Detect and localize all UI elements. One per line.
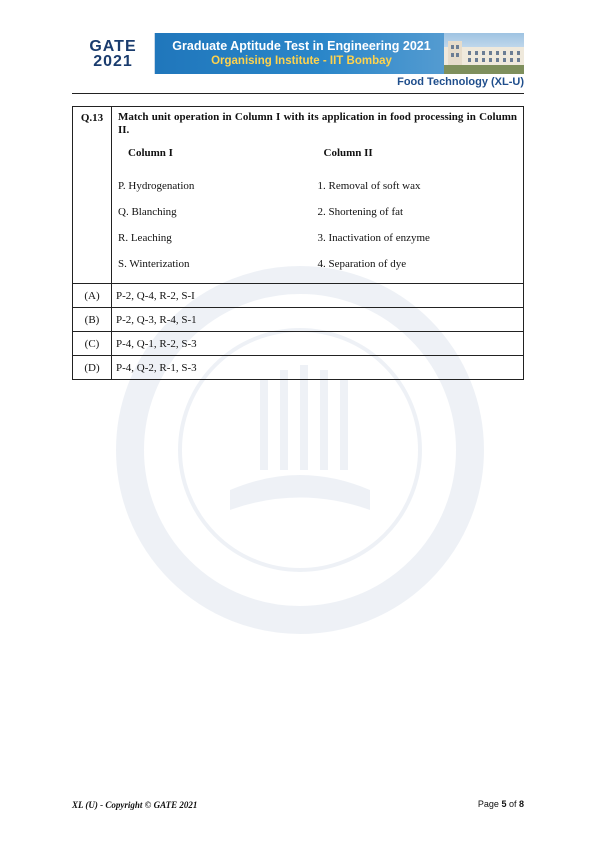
column-one-item: P. Hydrogenation	[118, 180, 195, 192]
column-two-item: 2. Shortening of fat	[317, 206, 404, 218]
option-label: (C)	[73, 332, 112, 356]
page-of: of	[506, 799, 519, 809]
option-row-a[interactable]	[73, 284, 524, 308]
column-two-item: 3. Inactivation of enzyme	[317, 232, 430, 244]
column-two-item: 1. Removal of soft wax	[317, 180, 421, 192]
exam-title: Graduate Aptitude Test in Engineering 2021	[172, 39, 431, 53]
option-label: (D)	[73, 356, 112, 380]
option-row-d[interactable]	[73, 356, 524, 380]
option-label: (B)	[73, 308, 112, 332]
option-row-c[interactable]	[73, 332, 524, 356]
footer-copyright: XL (U) - Copyright © GATE 2021	[72, 800, 198, 810]
option-text: P-4, Q-1, R-2, S-3	[112, 332, 524, 356]
option-text: P-4, Q-2, R-1, S-3	[112, 356, 524, 380]
page-total: 8	[518, 799, 524, 809]
question-table	[72, 106, 524, 380]
column-one	[118, 147, 318, 277]
question-body	[112, 107, 524, 284]
question-stem: Match unit operation in Column I with its application in food processing in Column II.	[118, 111, 517, 136]
page-current: 5	[501, 799, 507, 809]
column-one-item: R. Leaching	[118, 232, 172, 244]
option-text: P-2, Q-3, R-4, S-1	[112, 308, 524, 332]
page-prefix: Page	[477, 799, 502, 809]
logo-word: GATE	[89, 37, 137, 55]
question-row	[73, 107, 524, 284]
column-two-heading: Column II	[323, 147, 373, 159]
column-one-heading: Column I	[128, 147, 173, 159]
header-rule	[72, 93, 524, 94]
option-row-b[interactable]	[73, 308, 524, 332]
header-titles	[155, 33, 444, 74]
page-indicator	[478, 799, 524, 809]
organising-institute: Organising Institute - IIT Bombay	[211, 55, 392, 67]
logo-year: 2021	[93, 52, 133, 70]
column-two-item: 4. Separation of dye	[317, 258, 407, 270]
match-columns	[118, 147, 517, 277]
option-label: (A)	[73, 284, 112, 308]
header-banner	[72, 33, 524, 74]
option-text: P-2, Q-4, R-2, S-I	[112, 284, 524, 308]
subject-title: Food Technology (XL-U)	[397, 76, 524, 88]
question-number: Q.13	[73, 107, 112, 284]
building-image	[444, 33, 524, 74]
column-two	[318, 147, 518, 277]
column-one-item: Q. Blanching	[118, 206, 177, 218]
column-one-item: S. Winterization	[118, 258, 190, 270]
gate-logo	[72, 33, 155, 74]
